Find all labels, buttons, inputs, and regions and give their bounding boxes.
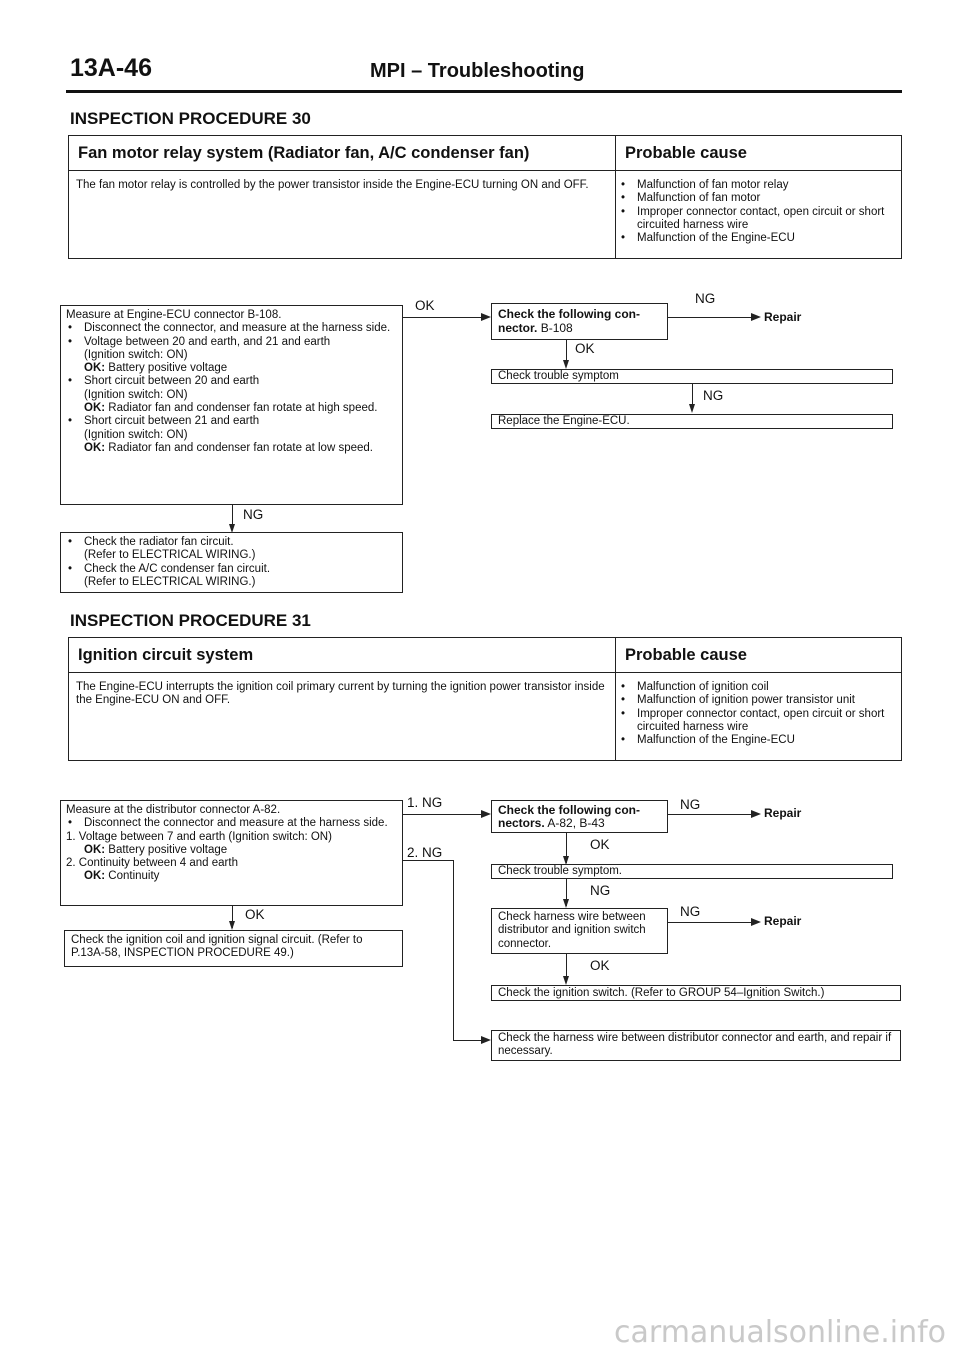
measure-box [60, 305, 403, 505]
step: • Disconnect the connector and measure at the harness side. [66, 817, 397, 830]
check-connector-box: Check the following con-nector. B-108 [491, 303, 668, 340]
cause-item: • Improper connector contact, open circuit or short circuited harness wire [619, 708, 899, 735]
check-harness-earth-box: Check the harness wire between distributor connector and earth, and repair if necessary. [491, 1030, 901, 1061]
cause-item: • Malfunction of the Engine-ECU [619, 734, 899, 747]
procedure-30-heading: INSPECTION PROCEDURE 30 [70, 109, 311, 128]
ng-label: NG [703, 388, 724, 403]
watermark: carmanualsonline.info [614, 1315, 946, 1350]
step: 2. Continuity between 4 and earth [66, 857, 238, 870]
ng-label: NG [590, 883, 611, 898]
measure-box: Measure at the distributor connector A-82. • Disconnect the connector and measure at the harness side. 1. Voltage between 7 and earth (Ignition switch: ON) OK: Battery positive voltage 2. Continuity between 4 and earth OK: Continuity [60, 800, 403, 906]
cause-item: • Malfunction of fan motor [619, 192, 899, 205]
ng-label: 1. NG [407, 795, 443, 810]
check-fan-circuit-box [60, 532, 403, 593]
description: The fan motor relay is controlled by the power transistor inside the Engine-ECU turning ON and OFF. [76, 179, 589, 191]
procedure-30-table [68, 135, 902, 259]
ok-label: OK [590, 837, 610, 852]
table-title: Fan motor relay system (Radiator fan, A/C condenser fan) [78, 144, 530, 162]
cause-item: • Malfunction of ignition coil [619, 681, 899, 694]
probable-cause-title: Probable cause [625, 646, 747, 664]
ng-label: 2. NG [407, 845, 443, 860]
repair-label: Repair [764, 914, 802, 928]
step: • Short circuit between 20 and earth (Ignition switch: ON) OK: Radiator fan and condenser fan rotate at high speed. [66, 375, 397, 415]
step: 1. Voltage between 7 and earth (Ignition switch: ON) [66, 830, 332, 843]
cause-list [619, 681, 899, 747]
ng-label: NG [695, 291, 716, 306]
ok-label: OK [575, 341, 595, 356]
check-trouble-box: Check trouble symptom. [491, 864, 893, 879]
step: • Disconnect the connector, and measure at the harness side. [66, 322, 397, 335]
probable-cause-title: Probable cause [625, 144, 747, 162]
ok-label: OK [590, 958, 610, 973]
ng-label: NG [680, 797, 701, 812]
cause-list [619, 179, 899, 245]
procedure-31-heading: INSPECTION PROCEDURE 31 [70, 611, 311, 630]
ng-label: NG [680, 904, 701, 919]
cause-item: • Improper connector contact, open circuit or short circuited harness wire [619, 206, 899, 233]
ng-label: NG [243, 507, 264, 522]
procedure-31-table [68, 637, 902, 761]
step: • Short circuit between 21 and earth (Ignition switch: ON) OK: Radiator fan and condenser fan rotate at low speed. [66, 415, 397, 455]
header-rule [66, 90, 902, 93]
repair-label: Repair [764, 806, 802, 820]
description: The Engine-ECU interrupts the ignition coil primary current by turning the ignition power transistor inside the Engine-ECU ON and OFF. [76, 681, 605, 707]
check-trouble-box: Check trouble symptom [491, 369, 893, 384]
measure-title: Measure at the distributor connector A-82. [66, 804, 281, 816]
step: • Check the A/C condenser fan circuit. (Refer to ELECTRICAL WIRING.) [66, 563, 397, 590]
ok-label: OK [415, 298, 435, 313]
replace-ecu-box: Replace the Engine-ECU. [491, 414, 893, 429]
page-title: MPI – Troubleshooting [370, 60, 585, 82]
repair-label: Repair [764, 310, 802, 324]
step: • Voltage between 20 and earth, and 21 and earth (Ignition switch: ON) OK: Battery positive voltage [66, 336, 397, 376]
check-ignition-coil-box: Check the ignition coil and ignition signal circuit. (Refer to P.13A-58, INSPECTION PROCEDURE 49.) [64, 930, 403, 967]
cause-item: • Malfunction of the Engine-ECU [619, 232, 899, 245]
cause-item: • Malfunction of fan motor relay [619, 179, 899, 192]
table-title: Ignition circuit system [78, 646, 254, 664]
check-ignition-switch-box: Check the ignition switch. (Refer to GROUP 54–Ignition Switch.) [491, 985, 901, 1001]
check-harness-box: Check harness wire between distributor and ignition switch connector. [491, 908, 668, 954]
check-connectors-box: Check the following con-nectors. A-82, B-43 [491, 800, 668, 833]
ok-label: OK [245, 907, 265, 922]
page-number: 13A-46 [70, 54, 152, 82]
step: • Check the radiator fan circuit. (Refer to ELECTRICAL WIRING.) [66, 536, 397, 563]
cause-item: • Malfunction of ignition power transistor unit [619, 694, 899, 707]
measure-title: Measure at Engine-ECU connector B-108. [66, 309, 282, 321]
